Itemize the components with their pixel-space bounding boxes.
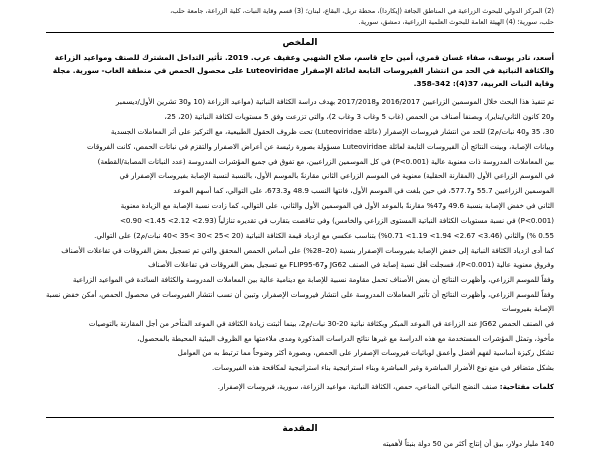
keywords-label: كلمات مفتاحية: xyxy=(499,382,554,392)
abstract-line: 30، 35 و40 نبات/م2) للحد من انتشار فيروسات الإصفرار (عائلة Luteoviridae) تحت ظروف الحقول الطبيعية، مع التركيز على أثر المعاملات الجسدية xyxy=(110,126,554,136)
abstract-line: بين المعاملات المدروسة ذات معنوية عالية (0.001>P) في كل الموسمين الزراعيين، مع تفوق في جميع المؤشرات المدروسة (عدد النباتات المصابة/القطعة) xyxy=(97,156,554,166)
introduction-section xyxy=(46,413,554,450)
divider-top xyxy=(46,32,554,33)
abstract-line: بشكل متضافر في منع نوع الأضرار المباشرة وغير المباشرة وبناء استراتيجية بناء استراتيجية لمكافحة هذه الفيروسات. xyxy=(212,363,554,373)
abstract-body xyxy=(46,95,554,375)
abstract-line: 0.55 %) والثاني (3.46> 2.67> 1.94> 1.19> 0.71%) بتناسب عكسي مع ازدياد قيمة الكثافة النباتية (20 >25 >30 >35 >40 نبات/م2) على التوالي. xyxy=(94,230,554,240)
introduction-line: 140 مليار دولار، بيق أن إنتاج أكثر من 50 دولة بنبتاً لأهميته xyxy=(382,438,554,448)
abstract-line: و20 كانون الثاني/يناير)، وبصنفا أصناف من الحمص (غاب 5 وغاب 3 وغاب 2)، والتي تزرعت وفق 5 مستويات لكثافة النباتية (20، 25، xyxy=(164,112,554,122)
abstract-line: في الصنف الحمص JG62 عند الزراعة في الموعد المبكر وبكثافة نباتية 20-30 نبات/م2، بينما أثبتت زيادة الكثافة في الموعد المتأخر من أجل المقارنة بالتوصيات xyxy=(88,318,554,328)
divider-bottom xyxy=(46,417,554,418)
abstract-citation xyxy=(46,52,554,91)
abstract-line: في الموسم الزراعي الأول (المقارنة الحقلية) معنوية في الموسم الزراعي الثاني مقارنةً بالموسم الأول، بالنسبة لنسبة الإصابة بفيروسات الإصفرار في xyxy=(119,171,554,181)
abstract-line: كما أدى ازدياد الكثافة النباتية إلى خفض الإصابة بفيروسات الإصفرار بنسبة (20–28%) على أساس الحمص المحقق والتي تم تسجيل بعض الفروقات في تفاعلات الأصناف xyxy=(61,245,554,255)
keywords-text: صنف النضج النباتي المناعي، حمص، الكثافة النباتية، مواعيد الزراعة، سورية، فيروسات الإصفرار. xyxy=(217,382,498,392)
citation-line-3: وقاية النبات العربية، 37(4): 342-358. xyxy=(413,79,554,89)
abstract-line: الثاني في خفض الإصابة بنسبة 49.6 و47% مقارنةً بالموعد الأول في الموسمين الأول والثاني، على التوالي، كما زادت نسبة الإصابة مع الزيادة معنوية xyxy=(120,201,554,211)
affiliations-block xyxy=(46,6,554,27)
abstract-line: (0.001>P) في نسبة مستويات الكثافة النباتية المستوى الزراعي والخامس) وفي تناقصت بتقارب في تقديره تنازلياً (2.93> 2.12> 1.45> 0.90> xyxy=(119,215,554,225)
abstract-line: وفقاً للموسم الزراعي، وأظهرت النتائج أن تأثير المعاملات المدروسة على انتشار فيروسات الإصفرار، وتبين أن نسب انتشار الفيروسات في محصول الحمص، أمكن خفض نسبة الإصابة بفيروسات xyxy=(46,290,554,313)
abstract-line: وفروق معنوية عالية (0.001>P)، فسجلت أقل نسبة إصابة في الصنف JG62 وFLIP95-67 مع تسجيل بعض الفروقات في تفاعلات الأصناف xyxy=(148,260,554,270)
abstract-line: مأخوذ، وتمثل المؤشرات المستخدمة مع هذه الدراسة مع غيرها نتائج الدراسات المذكورة ومدى ملاءمتها مع الظروف البيئية المحيطة بالمحصول، xyxy=(137,333,554,343)
citation-line-1: أسعد، نادر يوسف، صفاء غسان قمري، أمين حاج قاسم، صلاح الشهبي وعفيف عرب. 2019. تأثير التداخل المشترك للصنف ومواعيد الزراعة xyxy=(54,53,554,63)
abstract-line: الموسمين الزراعيين 55.7 و577.7، في حين بلغت في الموسم الأول، فانتها النسب 48.9 و673.3، على التوالي، كما أسهم الموعد xyxy=(173,186,554,196)
affiliation-line-2: حلب، سورية؛ (4) الهيئة العامة للبحوث العلمية الزراعية، دمشق، سورية. xyxy=(358,18,554,27)
introduction-heading: المقدمة xyxy=(282,423,318,434)
affiliation-line-1: (2) المركز الدولي للبحوث الزراعية في المناطق الجافة (إيكاردا)، محطة تربل، البقاع، لبنان؛ (3) قسم وقاية النبات، كلية الزراعة، جامعة حلب، xyxy=(170,7,554,15)
abstract-line: تم تنفيذ هذا البحث خلال الموسمين الزراعيين 2016/2017 و2017/2018 بهدف دراسة الكثافة النباتية (مواعيد الزراعة (10 و30 تشرين الأول/ديسمبر xyxy=(115,97,554,107)
citation-line-2: والكثافة النباتية في الحد من انتشار الفيروسات التابعة لعائلة الإصفرار Luteoviridae على محصول الحمص في منطقة الغاب- سورية. مجلة xyxy=(52,66,554,76)
abstract-heading: الملخص xyxy=(282,38,318,49)
keywords-block xyxy=(46,380,554,393)
abstract-line: وفقاً للموسم الزراعي، وأظهرت النتائج أن بعض الأصناف تحمل مقاومة نسبية للإصابة مع دينامية عالية بين المعاملات المدروسة والكثافة السائدة في المواعيد الزراعية xyxy=(72,275,554,285)
abstract-line: تشكل ركيزة أساسية لفهم أفضل وأعمق لوبائيات فيروسات الإصفرار على الحمص، وبصورة أكثر وضوحاً مما ترتبط به من العوامل xyxy=(177,348,554,358)
abstract-line: وبيانات الإصابة، وبينت النتائج أن الفيروسات التابعة لعائلة Luteoviridae مسؤولة بصورة رئيسة عن أعراض الاصفرار والتقزم في نباتات الحمص، كانت الفروقات xyxy=(86,141,554,151)
